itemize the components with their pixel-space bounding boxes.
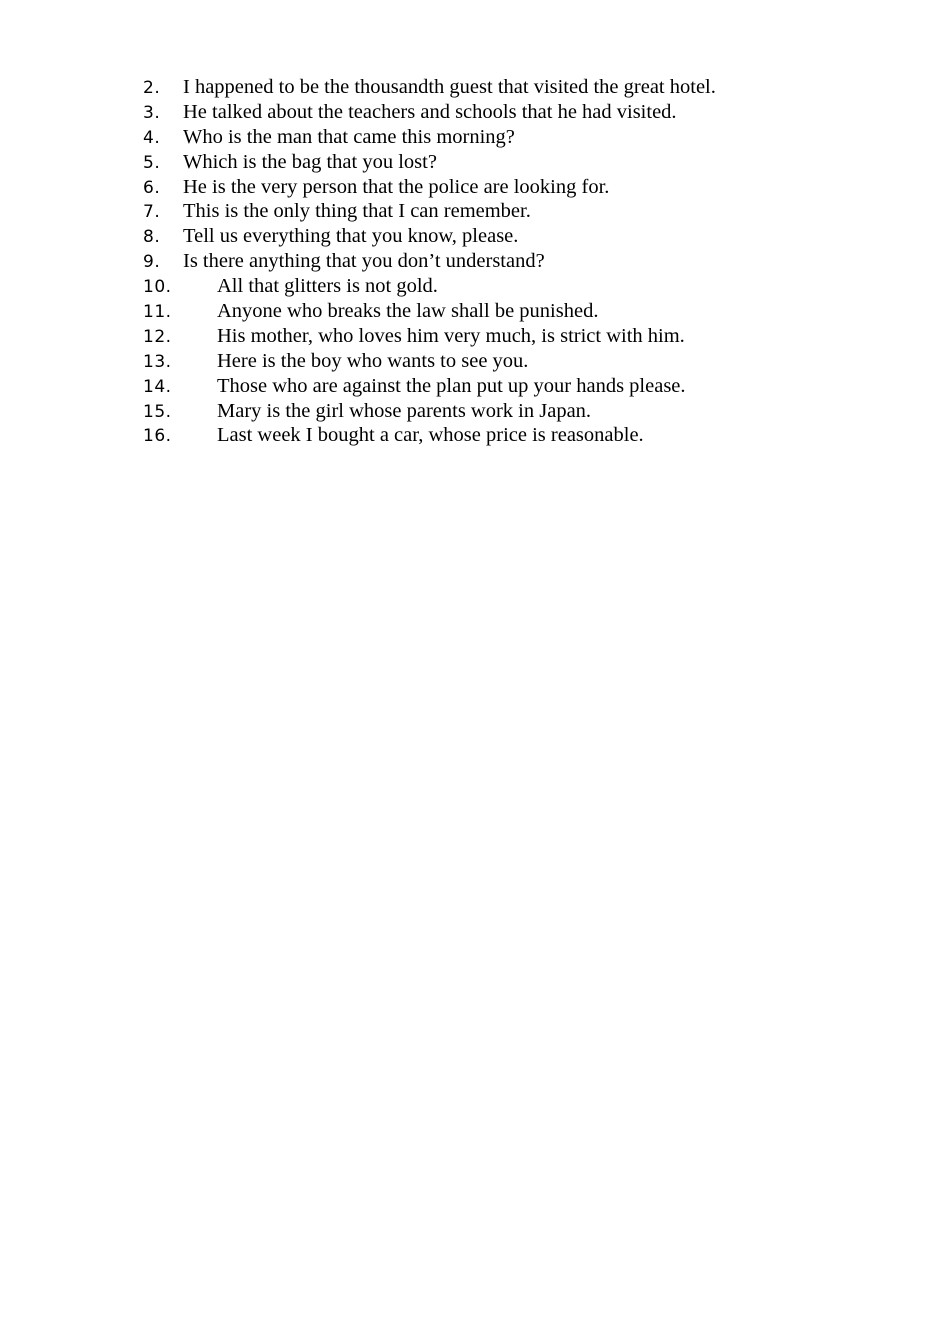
item-text: He talked about the teachers and schools that he had visited. (183, 100, 677, 123)
list-item (143, 199, 716, 224)
list-item (143, 75, 716, 100)
list-item (143, 399, 716, 424)
list-item (143, 349, 716, 374)
list-item (143, 274, 716, 299)
item-text: Which is the bag that you lost? (183, 150, 437, 173)
item-text: He is the very person that the police are looking for. (183, 175, 610, 198)
list-item (143, 249, 716, 274)
item-text: Last week I bought a car, whose price is reasonable. (217, 424, 644, 447)
list-item (143, 125, 716, 150)
item-number: 16. (143, 426, 172, 447)
item-text: This is the only thing that I can remember. (183, 200, 531, 223)
list-item (143, 324, 716, 349)
list-item (143, 423, 716, 448)
item-number: 6. (143, 177, 161, 198)
item-number: 3. (143, 102, 161, 123)
item-number: 4. (143, 127, 161, 148)
item-text: Mary is the girl whose parents work in Japan. (217, 399, 592, 422)
item-text: Those who are against the plan put up your hands please. (217, 374, 686, 397)
item-number: 7. (143, 202, 161, 223)
item-text: I happened to be the thousandth guest that visited the great hotel. (183, 76, 716, 98)
item-number: 2. (143, 78, 161, 98)
item-number: 13. (143, 351, 172, 372)
item-number: 15. (143, 401, 172, 422)
sentence-list (143, 75, 716, 448)
item-text: All that glitters is not gold. (217, 275, 438, 298)
item-text: Is there anything that you don’t understand? (183, 250, 545, 273)
item-text: Here is the boy who wants to see you. (217, 349, 529, 372)
item-number: 5. (143, 152, 161, 173)
list-item (143, 175, 716, 200)
list-item (143, 224, 716, 249)
item-text: Anyone who breaks the law shall be punished. (217, 300, 599, 323)
item-text: His mother, who loves him very much, is strict with him. (217, 324, 685, 347)
list-item (143, 150, 716, 175)
item-number: 14. (143, 376, 172, 397)
item-text: Tell us everything that you know, please. (183, 225, 519, 248)
item-number: 8. (143, 227, 161, 248)
item-number: 9. (143, 252, 161, 273)
list-item (143, 299, 716, 324)
item-number: 12. (143, 326, 172, 347)
item-number: 11. (143, 302, 172, 323)
item-text: Who is the man that came this morning? (183, 125, 515, 148)
list-item (143, 374, 716, 399)
item-number: 10. (143, 277, 172, 298)
list-item (143, 100, 716, 125)
